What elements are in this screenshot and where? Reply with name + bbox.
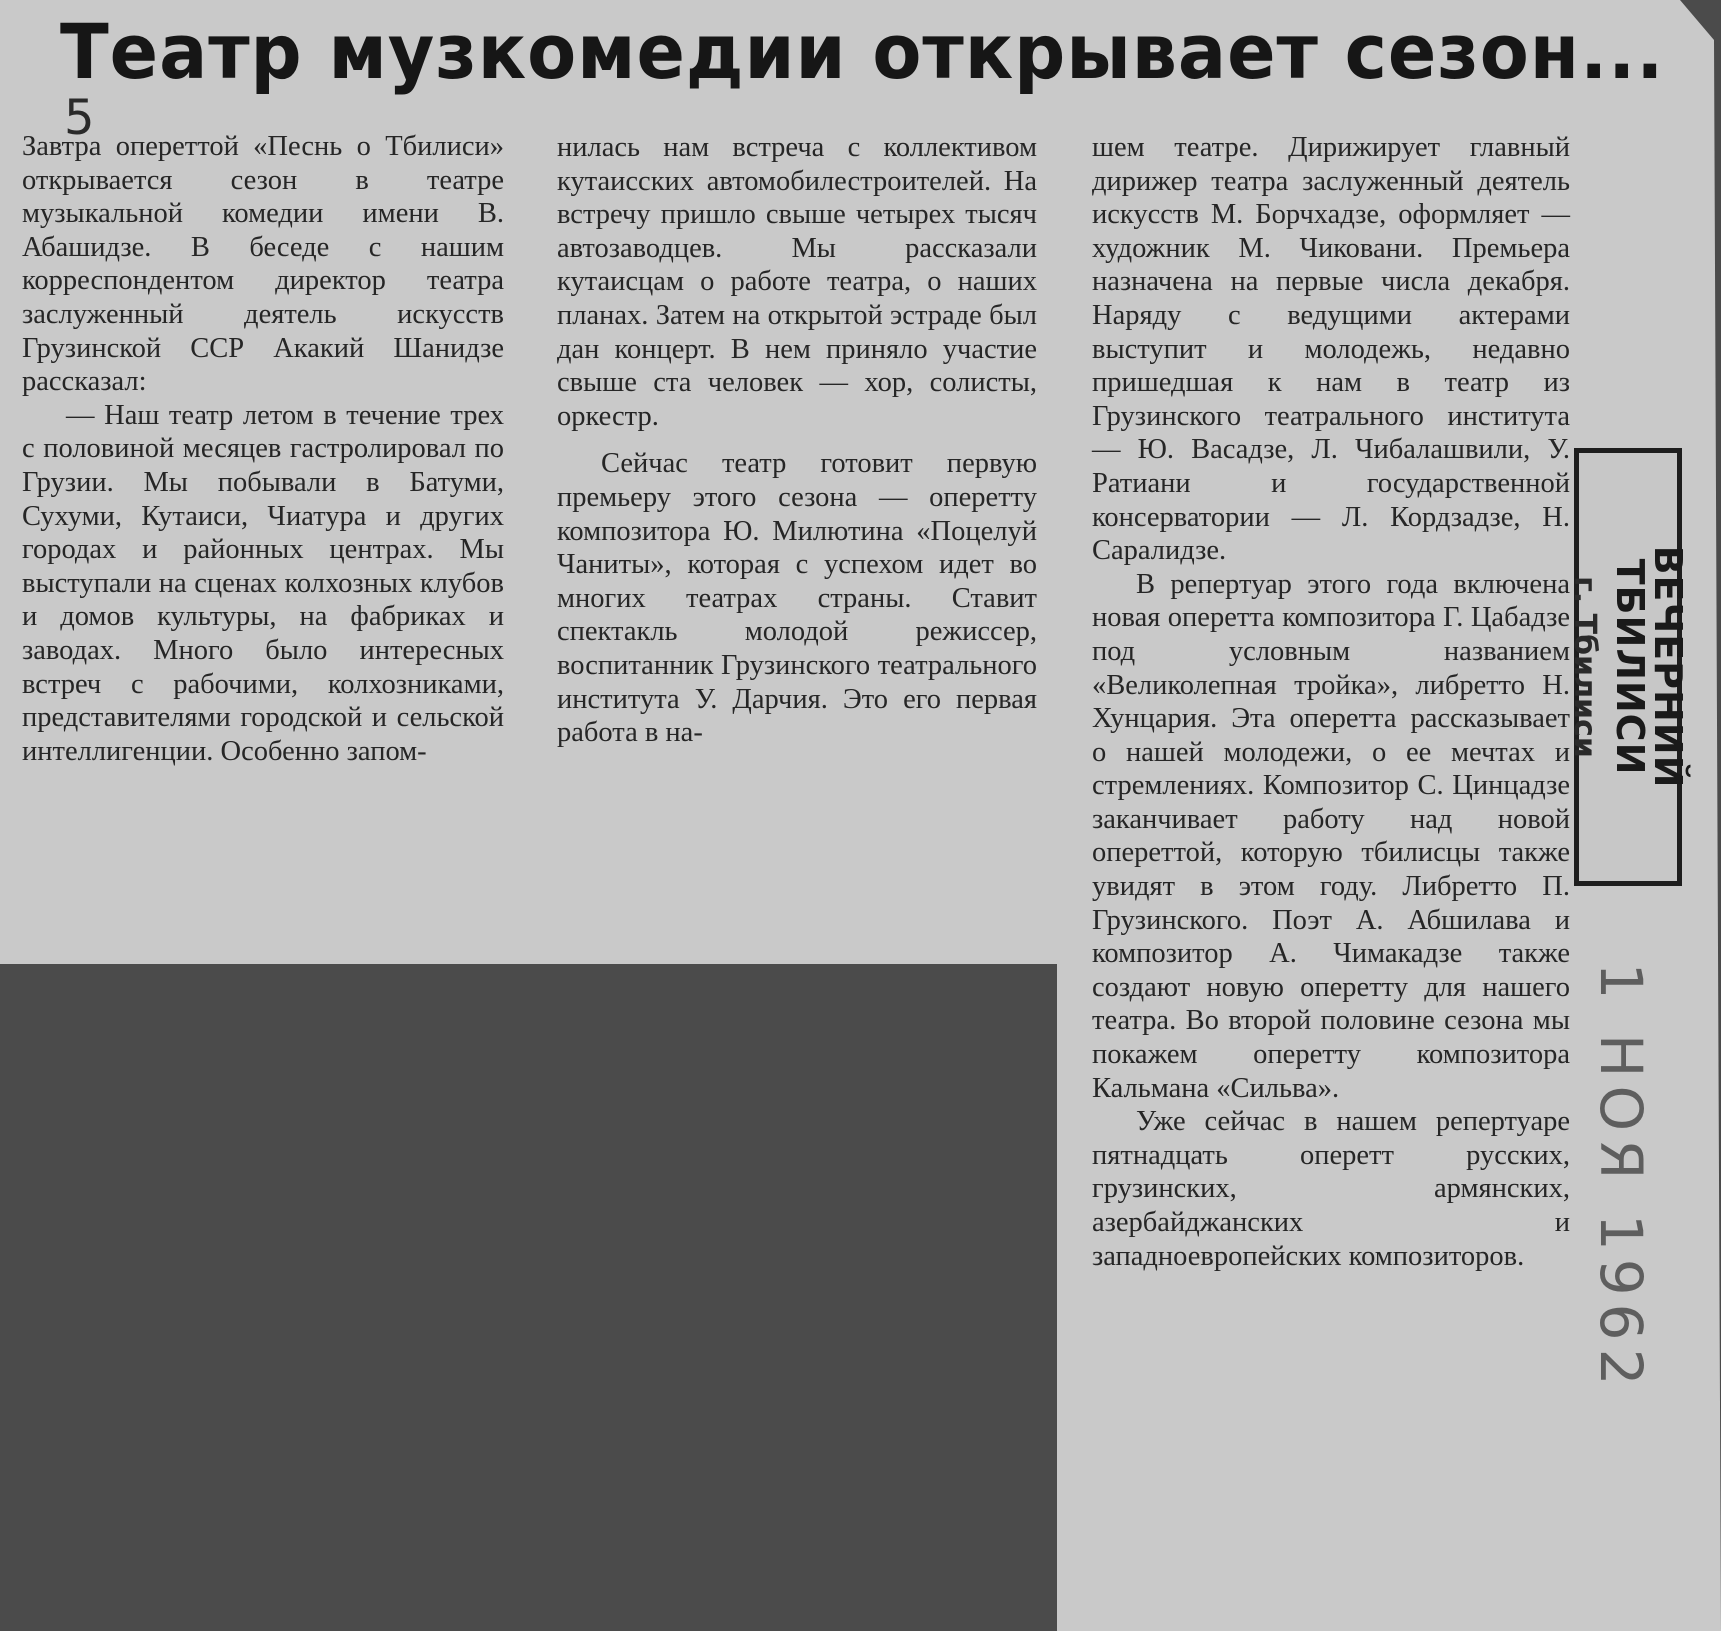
- paragraph: шем театре. Дирижирует главный дирижер театра заслуженный деятель искусств М. Борчхадзе, оформляет — художник М. Чиковани. Премьера назначена на первые числа декабря. Наряду с ведущими актерами выступит и молодежь, недавно пришедшая к нам в театр из Грузинского театрального института — Ю. Васадзе, Л. Чибалашвили, У. Ратиани и государственной консерватории — Л. Кордзадзе, Н. Саралидзе.: [1092, 132, 1570, 567]
- article-column-3: [1092, 131, 1570, 1273]
- stamp-city: г. Тбилиси: [1567, 576, 1602, 758]
- article-column-2: [557, 131, 1037, 750]
- handwritten-number: 5: [64, 90, 95, 146]
- paragraph: Завтра опереттой «Песнь о Тбилиси» открывается сезон в театре музыкальной комедии имени В. Абашидзе. В беседе с нашим корреспондентом директор театра заслуженный деятель искусств Грузинской ССР Акакий Шанидзе рассказал:: [22, 131, 504, 398]
- paragraph: Сейчас театр готовит первую премьеру этого сезона — оперетту композитора Ю. Милютина «Поцелуй Чаниты», которая с успехом идет во многих театрах страны. Ставит спектакль молодой режиссер, воспитанник Грузинского театрального института У. Дарчия. Это его первая работа в на-: [557, 448, 1037, 749]
- paragraph: нилась нам встреча с коллективом кутаисских автомобилестроителей. На встречу пришло свыше четырех тысяч автозаводцев. Мы рассказали кутаисцам о работе театра, о наших планах. Затем на открытой эстраде был дан концерт. В нем приняло участие свыше ста человек — хор, солисты, оркестр.: [557, 132, 1037, 432]
- paragraph: — Наш театр летом в течение трех с половиной месяцев гастролировал по Грузии. Мы побывали в Батуми, Сухуми, Кутаиси, Чиатура и других городах и районных центрах. Мы выступали на сценах колхозных клубов и домов культуры, на фабриках и заводах. Много было интересных встреч с рабочими, колхозниками, представителями городской и сельской интеллигенции. Особенно запом-: [22, 399, 504, 767]
- article-column-1: [22, 130, 504, 768]
- paragraph: Уже сейчас в нашем репертуаре пятнадцать оперетт русских, грузинских, армянских, азербайджанских и западноевропейских композиторов.: [1092, 1106, 1570, 1272]
- date-stamp-text: 1 НОЯ 1962: [1587, 962, 1655, 1394]
- stamp-newspaper-title: ВЕЧЕРНИЙ ТБИЛИСИ: [1608, 545, 1690, 789]
- article-headline: Театр музкомедии открывает сезон...: [60, 7, 1665, 96]
- newspaper-source-stamp: [1567, 448, 1690, 886]
- paragraph: В репертуар этого года включена новая оперетта композитора Г. Цабадзе под условным названием «Великолепная тройка», либретто Н. Хунцария. Эта оперетта рассказывает о нашей молодежи, о ее мечтах и стремлениях. Композитор С. Цинцадзе заканчивает работу над новой опереттой, которую тбилисцы также увидят в этом году. Либретто П. Грузинского. Поэт А. Абшилава и композитор А. Чимакадзе также создают новую оперетту для нашего театра. Во второй половине сезона мы покажем оперетту композитора Кальмана «Сильва».: [1092, 568, 1570, 1104]
